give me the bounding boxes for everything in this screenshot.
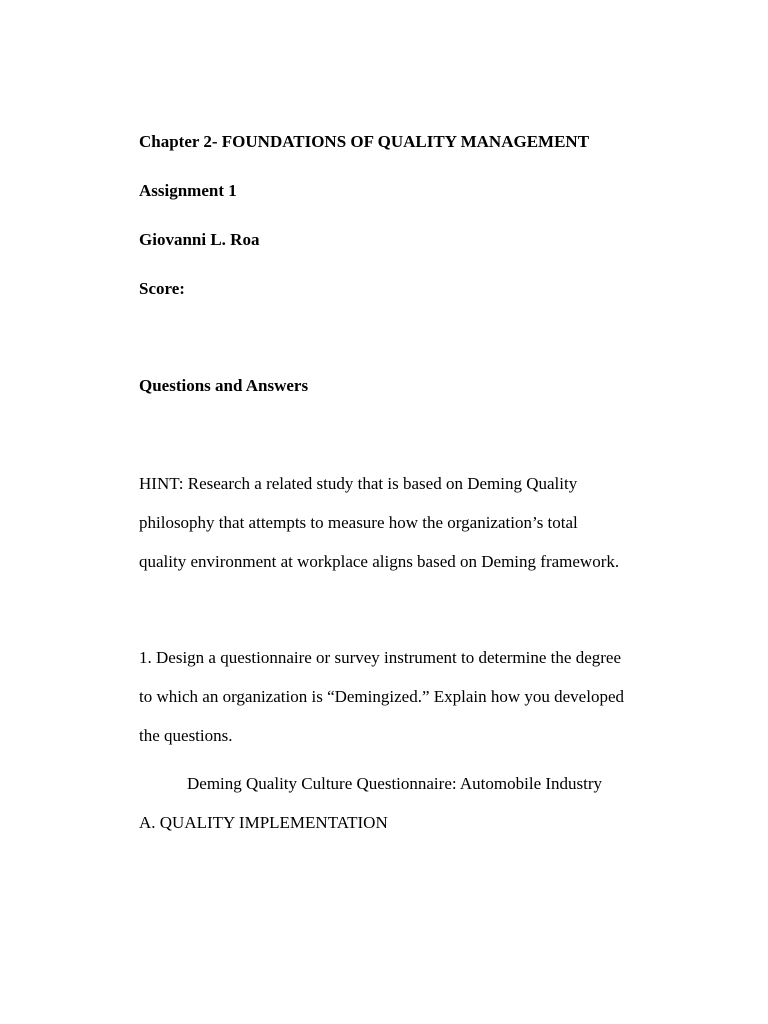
section-heading: Questions and Answers	[139, 376, 309, 395]
hint-line: HINT: Research a related study that is based on Deming Quality	[139, 474, 578, 493]
hint-line: philosophy that attempts to measure how the organization’s total	[139, 513, 578, 532]
question-line: to which an organization is “Demingized.” Explain how you developed	[139, 687, 624, 706]
question-line: the questions.	[139, 726, 233, 745]
chapter-title: Chapter 2- FOUNDATIONS OF QUALITY MANAGEMENT	[139, 132, 590, 151]
question-line: 1. Design a questionnaire or survey instrument to determine the degree	[139, 648, 621, 667]
score-label: Score:	[139, 279, 185, 298]
questionnaire-title: Deming Quality Culture Questionnaire: Automobile Industry	[187, 774, 603, 793]
author-name: Giovanni L. Roa	[139, 230, 260, 249]
assignment-label: Assignment 1	[139, 181, 237, 200]
subsection-heading: A. QUALITY IMPLEMENTATION	[139, 813, 388, 832]
hint-line: quality environment at workplace aligns based on Deming framework.	[139, 552, 620, 571]
